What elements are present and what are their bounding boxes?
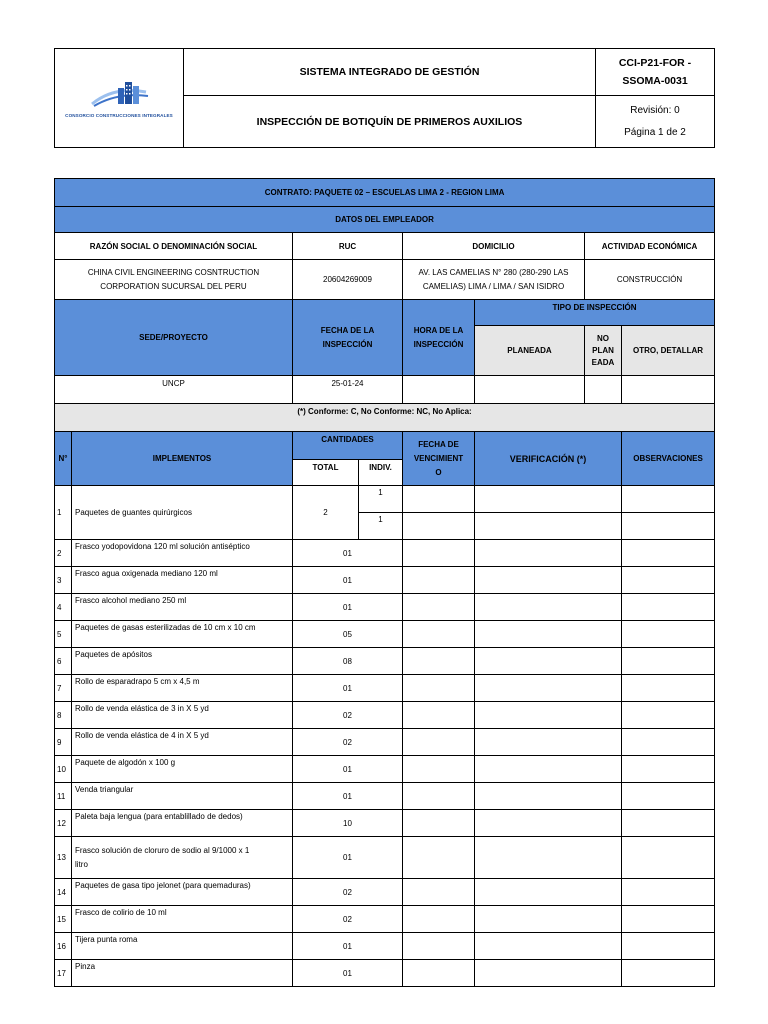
hora-header-line1: HORA DE LA — [413, 325, 464, 335]
item-number: 2 — [55, 540, 72, 567]
item-verification — [475, 540, 622, 567]
item-observation — [622, 540, 715, 567]
item-quantity: 02 — [293, 729, 403, 756]
domicilio-line2: CAMELIAS) LIMA / LIMA / SAN ISIDRO — [422, 281, 565, 291]
item-number: 9 — [55, 729, 72, 756]
table-row — [55, 486, 715, 513]
form-title: INSPECCIÓN DE BOTIQUÍN DE PRIMEROS AUXILIOS — [184, 96, 596, 148]
item-expiry — [403, 702, 475, 729]
item-number: 1 — [55, 486, 72, 540]
item-observation — [622, 933, 715, 960]
item-expiry — [403, 621, 475, 648]
vencimiento-line2: VENCIMIENT — [413, 453, 464, 463]
revision: Revisión: 0 — [630, 104, 680, 116]
item-verification — [475, 567, 622, 594]
document-code — [596, 49, 715, 96]
item-quantity: 01 — [293, 540, 403, 567]
vencimiento-line1: FECHA DE — [418, 439, 459, 449]
item-observation — [622, 486, 715, 513]
item-number: 17 — [55, 960, 72, 987]
table-row — [55, 540, 715, 567]
table-row — [55, 756, 715, 783]
system-title: SISTEMA INTEGRADO DE GESTIÓN — [184, 49, 596, 96]
item-verification — [475, 594, 622, 621]
item-expiry — [403, 729, 475, 756]
item-verification — [475, 879, 622, 906]
item-expiry — [403, 594, 475, 621]
item-quantity: 08 — [293, 648, 403, 675]
item-observation — [622, 783, 715, 810]
item-name: Paquetes de gasa tipo jelonet (para quemaduras) — [72, 879, 293, 906]
table-row — [55, 675, 715, 702]
fecha-header-line2: INSPECCIÓN — [322, 339, 373, 349]
item-name: Paquete de algodón x 100 g — [72, 756, 293, 783]
document-code-line2: SSOMA-0031 — [622, 75, 688, 87]
item-quantity: 01 — [293, 675, 403, 702]
item-number: 16 — [55, 933, 72, 960]
item-verification — [475, 675, 622, 702]
tipo-inspeccion-header: TIPO DE INSPECCIÓN — [475, 300, 715, 326]
item-verification — [475, 933, 622, 960]
item-name: Rollo de venda elástica de 4 in X 5 yd — [72, 729, 293, 756]
item-number-header: N° — [55, 432, 72, 486]
logo-text: CONSORCIO CONSTRUCCIONES INTEGRALES — [65, 113, 173, 118]
item-number: 5 — [55, 621, 72, 648]
item-expiry — [403, 783, 475, 810]
item-indiv: 1 — [359, 486, 403, 513]
item-name — [72, 837, 293, 879]
item-quantity: 01 — [293, 933, 403, 960]
no-planeada-header — [585, 326, 622, 376]
actividad-value: CONSTRUCCIÓN — [585, 260, 715, 300]
ruc-value: 20604269009 — [293, 260, 403, 300]
item-observation — [622, 879, 715, 906]
item-number: 11 — [55, 783, 72, 810]
item-quantity: 02 — [293, 879, 403, 906]
table-row — [55, 594, 715, 621]
observaciones-header: OBSERVACIONES — [622, 432, 715, 486]
item-number: 8 — [55, 702, 72, 729]
table-row — [55, 702, 715, 729]
fecha-header-line1: FECHA DE LA — [320, 325, 375, 335]
item-expiry — [403, 567, 475, 594]
no-planeada-line3: EADA — [591, 357, 615, 367]
item-observation — [622, 513, 715, 540]
page-number: Página 1 de 2 — [624, 126, 686, 138]
item-observation — [622, 567, 715, 594]
otro-value — [622, 376, 715, 404]
item-expiry — [403, 648, 475, 675]
planeada-header: PLANEADA — [475, 326, 585, 376]
domicilio-value — [403, 260, 585, 300]
item-number: 12 — [55, 810, 72, 837]
inspection-form — [54, 178, 715, 987]
hora-header-line2: INSPECCIÓN — [413, 339, 464, 349]
item-name: Paquetes de gasas esterilizadas de 10 cm x 10 cm — [72, 621, 293, 648]
actividad-header: ACTIVIDAD ECONÓMICA — [585, 233, 715, 260]
item-expiry — [403, 675, 475, 702]
item-name: Venda triangular — [72, 783, 293, 810]
table-row — [55, 567, 715, 594]
hora-inspeccion-header — [403, 300, 475, 376]
contract-row: CONTRATO: PAQUETE 02 – ESCUELAS LIMA 2 - REGION LIMA — [55, 179, 715, 207]
cantidades-header: CANTIDADES — [293, 432, 403, 460]
item-observation — [622, 837, 715, 879]
razon-social-value — [55, 260, 293, 300]
item-number: 10 — [55, 756, 72, 783]
no-planeada-value — [585, 376, 622, 404]
item-number: 7 — [55, 675, 72, 702]
item-expiry — [403, 810, 475, 837]
item-name: Frasco de colirio de 10 ml — [72, 906, 293, 933]
item-observation — [622, 810, 715, 837]
logo-cell — [55, 49, 184, 148]
item-name: Rollo de venda elástica de 3 in X 5 yd — [72, 702, 293, 729]
item-verification — [475, 729, 622, 756]
hora-value — [403, 376, 475, 404]
item-expiry — [403, 513, 475, 540]
item-name: Frasco agua oxigenada mediano 120 ml — [72, 567, 293, 594]
item-name: Paleta baja lengua (para entablillado de dedos) — [72, 810, 293, 837]
fecha-inspeccion-header — [293, 300, 403, 376]
no-planeada-line2: PLAN — [592, 345, 614, 355]
item-expiry — [403, 756, 475, 783]
table-row — [55, 621, 715, 648]
document-code-line1: CCI-P21-FOR - — [618, 57, 692, 69]
domicilio-header: DOMICILIO — [403, 233, 585, 260]
vencimiento-line3: O — [435, 467, 442, 477]
item-name: Paquetes de guantes quirúrgicos — [72, 486, 293, 540]
item-total: 2 — [293, 486, 359, 540]
ruc-header: RUC — [293, 233, 403, 260]
legend-row: (*) Conforme: C, No Conforme: NC, No Aplica: — [55, 404, 715, 432]
item-expiry — [403, 837, 475, 879]
item-quantity: 01 — [293, 594, 403, 621]
item-observation — [622, 675, 715, 702]
item-expiry — [403, 933, 475, 960]
item-number: 3 — [55, 567, 72, 594]
implementos-header: IMPLEMENTOS — [72, 432, 293, 486]
item-quantity: 02 — [293, 906, 403, 933]
razon-social-line1: CHINA CIVIL ENGINEERING COSNTRUCTION — [87, 267, 260, 277]
item-verification — [475, 513, 622, 540]
verificacion-header: VERIFICACIÓN (*) — [475, 432, 622, 486]
item-verification — [475, 486, 622, 513]
no-planeada-line1: NO — [597, 333, 609, 343]
table-row — [55, 960, 715, 987]
razon-social-line2: CORPORATION SUCURSAL DEL PERU — [100, 281, 247, 291]
item-expiry — [403, 879, 475, 906]
item-quantity: 01 — [293, 837, 403, 879]
item-observation — [622, 729, 715, 756]
item-verification — [475, 783, 622, 810]
item-quantity: 01 — [293, 567, 403, 594]
table-row — [55, 783, 715, 810]
document-header — [54, 48, 715, 148]
item-expiry — [403, 906, 475, 933]
item-name: Paquetes de apósitos — [72, 648, 293, 675]
item-expiry — [403, 540, 475, 567]
item-number: 13 — [55, 837, 72, 879]
table-row — [55, 879, 715, 906]
item-verification — [475, 756, 622, 783]
revision-page-cell — [596, 96, 715, 148]
item-name: Pinza — [72, 960, 293, 987]
item-observation — [622, 960, 715, 987]
item-verification — [475, 648, 622, 675]
item-name: Frasco yodopovidona 120 ml solución antiséptico — [72, 540, 293, 567]
fecha-value: 25-01-24 — [293, 376, 403, 404]
item-verification — [475, 621, 622, 648]
sede-value: UNCP — [55, 376, 293, 404]
razon-social-header: RAZÓN SOCIAL O DENOMINACIÓN SOCIAL — [55, 233, 293, 260]
table-row — [55, 906, 715, 933]
item-observation — [622, 756, 715, 783]
item-number: 4 — [55, 594, 72, 621]
total-header: TOTAL — [293, 460, 359, 486]
item-quantity: 01 — [293, 960, 403, 987]
table-row — [55, 810, 715, 837]
item-name: Frasco alcohol mediano 250 ml — [72, 594, 293, 621]
item-name: Tijera punta roma — [72, 933, 293, 960]
table-row — [55, 837, 715, 879]
item-number: 15 — [55, 906, 72, 933]
item-quantity: 01 — [293, 783, 403, 810]
indiv-header: INDIV. — [359, 460, 403, 486]
item-observation — [622, 648, 715, 675]
item-observation — [622, 621, 715, 648]
item-verification — [475, 906, 622, 933]
item-number: 6 — [55, 648, 72, 675]
item-quantity: 02 — [293, 702, 403, 729]
table-row — [55, 729, 715, 756]
item-name-line1: Frasco solución de cloruro de sodio al 9/1000 x 1 — [75, 845, 250, 855]
planeada-value — [475, 376, 585, 404]
sede-header: SEDE/PROYECTO — [55, 300, 293, 376]
item-verification — [475, 810, 622, 837]
item-indiv: 1 — [359, 513, 403, 540]
item-expiry — [403, 960, 475, 987]
item-verification — [475, 702, 622, 729]
table-row — [55, 933, 715, 960]
employer-section-title: DATOS DEL EMPLEADOR — [55, 207, 715, 233]
item-observation — [622, 594, 715, 621]
item-name-line2: litro — [75, 859, 88, 869]
item-observation — [622, 906, 715, 933]
item-verification — [475, 960, 622, 987]
company-logo-icon — [84, 78, 154, 112]
item-expiry — [403, 486, 475, 513]
table-row — [55, 648, 715, 675]
otro-header: OTRO, DETALLAR — [622, 326, 715, 376]
domicilio-line1: AV. LAS CAMELIAS N° 280 (280-290 LAS — [418, 267, 569, 277]
item-verification — [475, 837, 622, 879]
vencimiento-header — [403, 432, 475, 486]
item-quantity: 01 — [293, 756, 403, 783]
item-quantity: 10 — [293, 810, 403, 837]
item-quantity: 05 — [293, 621, 403, 648]
item-observation — [622, 702, 715, 729]
item-number: 14 — [55, 879, 72, 906]
item-name: Rollo de esparadrapo 5 cm x 4,5 m — [72, 675, 293, 702]
